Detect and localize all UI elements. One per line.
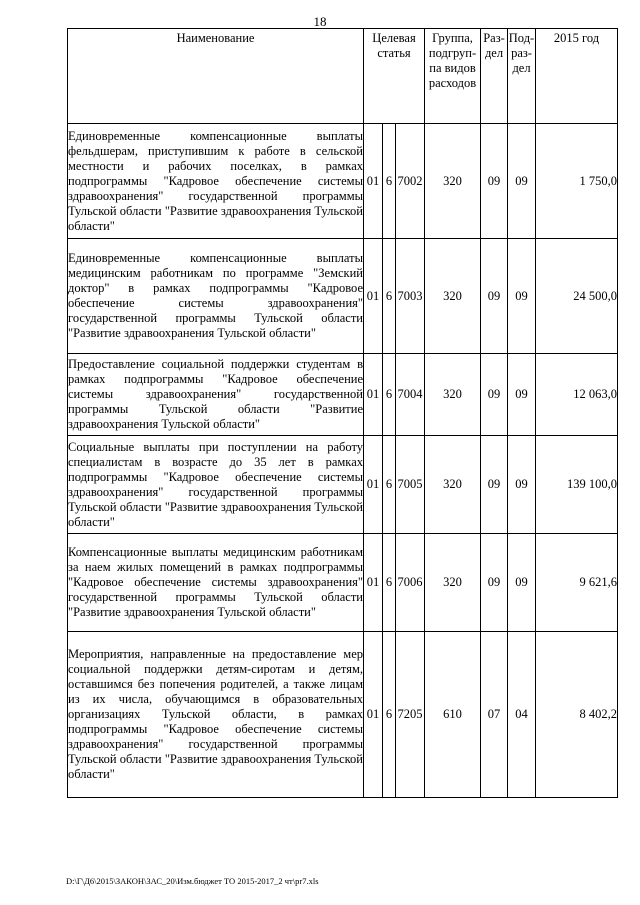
row-section: 09 (481, 534, 508, 632)
row-name: Единовременные компенсационные выплаты фельдшерам, приступившим к работе в сельской местности и рабочих поселках, в рамках подпрограммы "Кадровое обеспечение системы здравоохранения" государственной программы Тульской области "Развитие здравоохранения Тульской области" (68, 124, 364, 239)
row-name: Единовременные компенсационные выплаты медицинским работникам по программе "Земский доктор" в рамках подпрограммы "Кадровое обеспечение системы здравоохранения" государственной программы Тульской области "Развитие здравоохранения Тульской области" (68, 239, 364, 354)
footer-file-path: D:\Г\Д6\2015\ЗАКОН\ЗАС_20\Изм.бюджет ТО 2015-2017_2 чт\pr7.xls (66, 876, 319, 886)
row-article-3: 7003 (396, 239, 425, 354)
row-article-3: 7004 (396, 354, 425, 436)
row-subsection: 04 (508, 632, 536, 798)
row-article-1: 01 (364, 632, 383, 798)
row-article-2: 6 (383, 436, 396, 534)
row-article-2: 6 (383, 534, 396, 632)
table-row (68, 354, 618, 436)
row-article-3: 7006 (396, 534, 425, 632)
header-section: Раз-дел (481, 29, 508, 124)
table-row (68, 436, 618, 534)
row-name: Предоставление социальной поддержки студентам в рамках подпрограммы "Кадровое обеспечение системы здравоохранения" государственной программы Тульской области "Развитие здравоохранения Тульской области" (68, 354, 364, 436)
row-article-1: 01 (364, 436, 383, 534)
page-number: 18 (313, 14, 327, 29)
header-target-article: Целевая статья (364, 29, 425, 124)
row-article-1: 01 (364, 239, 383, 354)
row-section: 09 (481, 354, 508, 436)
row-subsection: 09 (508, 436, 536, 534)
row-section: 09 (481, 124, 508, 239)
row-name: Компенсационные выплаты медицинским работникам за наем жилых помещений в рамках подпрограммы "Кадровое обеспечение системы здравоохранения" государственной программы Тульской области "Развитие здравоохранения Тульской области" (68, 534, 364, 632)
row-subsection: 09 (508, 124, 536, 239)
header-year: 2015 год (536, 29, 618, 124)
header-name: Наименование (68, 29, 364, 124)
row-article-1: 01 (364, 534, 383, 632)
row-expense-group: 320 (425, 354, 481, 436)
header-expense-group: Группа, подгруп-па видов расходов (425, 29, 481, 124)
row-name: Социальные выплаты при поступлении на работу специалистам в возрасте до 35 лет в рамках подпрограммы "Кадровое обеспечение системы здравоохранения" государственной программы Тульской области "Развитие здравоохранения Тульской области" (68, 436, 364, 534)
row-subsection: 09 (508, 239, 536, 354)
row-expense-group: 610 (425, 632, 481, 798)
row-amount: 9 621,6 (536, 534, 618, 632)
row-expense-group: 320 (425, 239, 481, 354)
row-article-2: 6 (383, 632, 396, 798)
row-article-2: 6 (383, 124, 396, 239)
row-subsection: 09 (508, 534, 536, 632)
table-header-row (68, 29, 618, 124)
row-article-3: 7205 (396, 632, 425, 798)
row-name: Мероприятия, направленные на предоставление мер социальной поддержки детям-сиротам и детям, оставшимся без попечения родителей, а также лицам из их числа, обучающимся в образовательных организациях Тульской области, в рамках подпрограммы "Кадровое обеспечение системы здравоохранения" государственной программы Тульской области "Развитие здравоохранения Тульской области" (68, 632, 364, 798)
table-row (68, 632, 618, 798)
row-amount: 1 750,0 (536, 124, 618, 239)
row-section: 07 (481, 632, 508, 798)
row-article-2: 6 (383, 354, 396, 436)
row-article-3: 7002 (396, 124, 425, 239)
row-amount: 24 500,0 (536, 239, 618, 354)
row-amount: 12 063,0 (536, 354, 618, 436)
row-article-3: 7005 (396, 436, 425, 534)
header-subsection: Под-раз-дел (508, 29, 536, 124)
budget-table (67, 28, 618, 798)
row-section: 09 (481, 436, 508, 534)
table-row (68, 239, 618, 354)
row-amount: 8 402,2 (536, 632, 618, 798)
row-expense-group: 320 (425, 436, 481, 534)
row-subsection: 09 (508, 354, 536, 436)
table-row (68, 534, 618, 632)
row-article-2: 6 (383, 239, 396, 354)
row-expense-group: 320 (425, 534, 481, 632)
row-amount: 139 100,0 (536, 436, 618, 534)
row-expense-group: 320 (425, 124, 481, 239)
row-section: 09 (481, 239, 508, 354)
row-article-1: 01 (364, 124, 383, 239)
table-row (68, 124, 618, 239)
row-article-1: 01 (364, 354, 383, 436)
